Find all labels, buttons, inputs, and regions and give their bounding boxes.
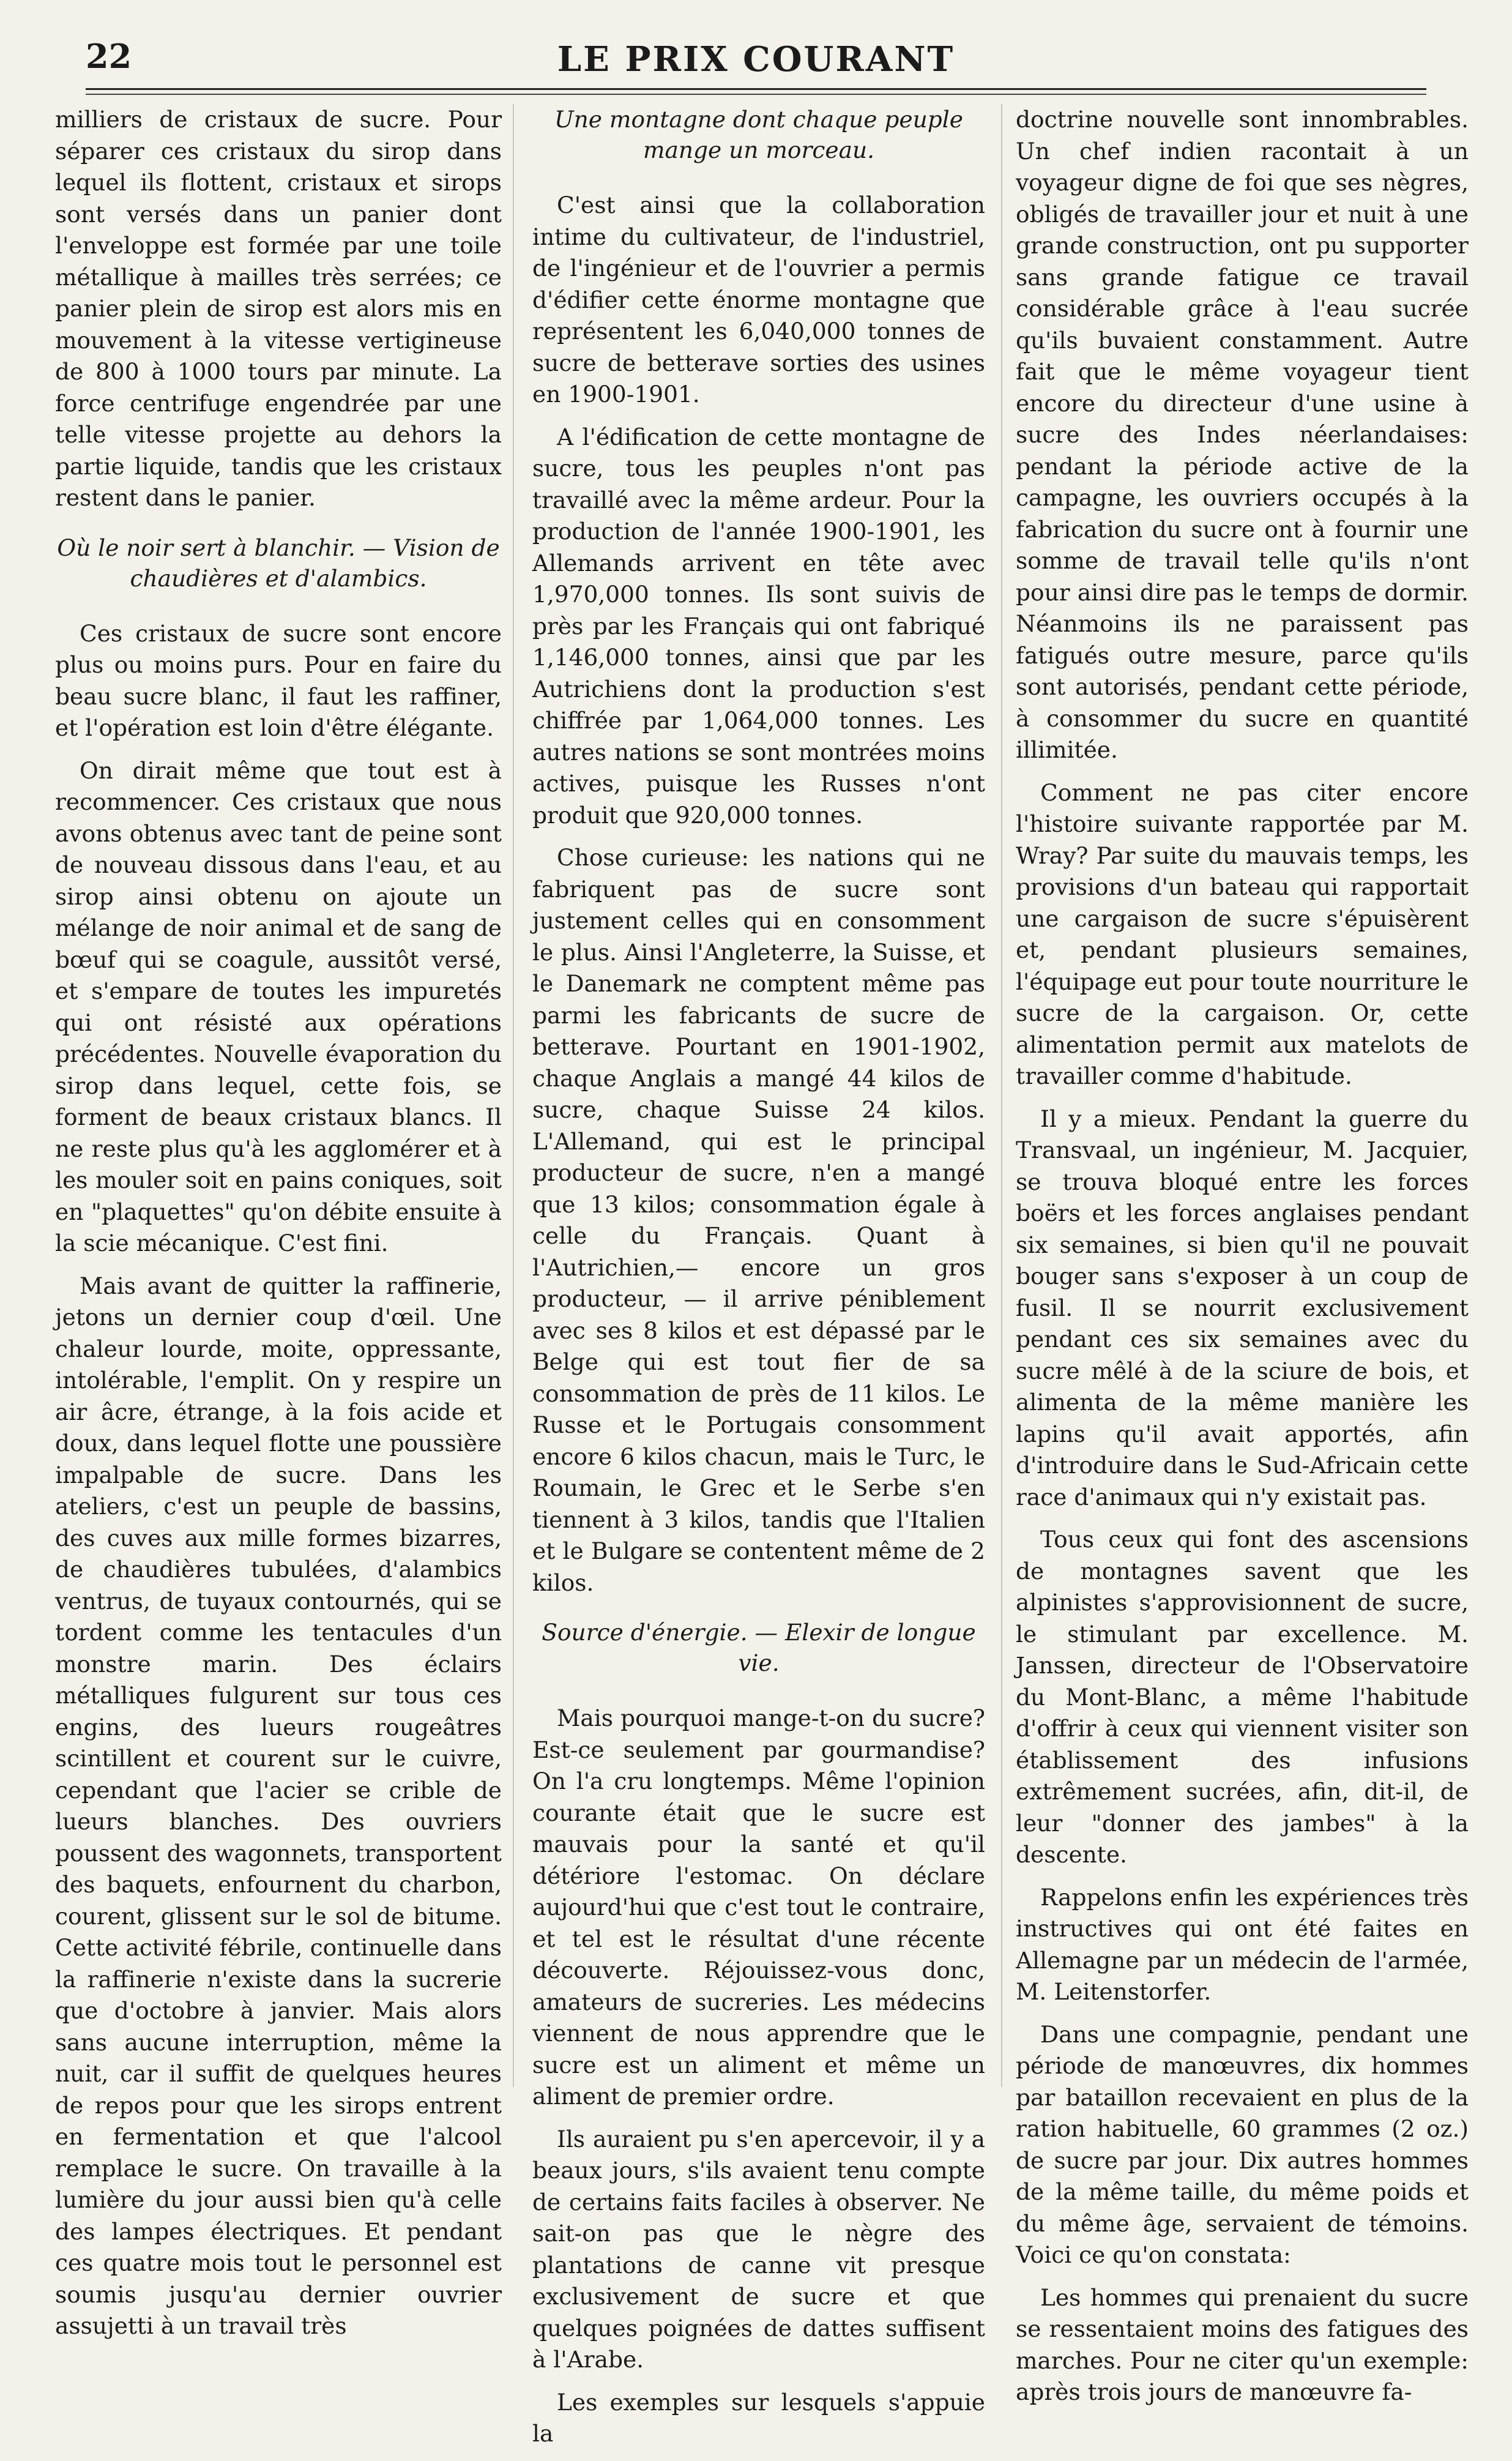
paragraph: Mais avant de quitter la raffinerie, jetons un dernier coup d'œil. Une chaleur lourde, moite, oppressante, intolérable, l'emplit. On y respire un air âcre, étrange, à la fois acide et doux, dans lequel flotte une poussière impalpable de sucre. Dans les ateliers, c'est un peuple de bassins, des cuves aux mille formes bizarres, de chaudières tubulées, d'alambics ventrus, de tuyaux contournés, qui se tordent comme les tentacules d'un monstre marin. Des éclairs métalliques fulgurent sur tous ces engins, des lueurs rougeâtres scintillent et courent sur le cuivre, cependant que l'acier se crible de lueurs blanches. Des ouvriers poussent des wagonnets, transportent des baquets, enfournent du charbon, courent, glissent sur le sol de bitume. Cette activité fébrile, continuelle dans la raffinerie n'existe dans la sucrerie que d'octobre à janvier. Mais alors sans aucune interruption, même la nuit, car il suffit de quelques heures de repos pour que les sirops entrent en fermentation et que l'alcool remplace le sucre. On travaille à la lumière du jour aussi bien qu'à celle des lampes électriques. Et pendant ces quatre mois tout le personnel est soumis jusqu'au dernier ouvrier assujetti à un travail très (55, 1272, 502, 2339)
paragraph: Mais pourquoi mange-t-on du sucre? Est-ce seulement par gourmandise? On l'a cru longtemps. Même l'opinion courante était que le sucre est mauvais pour la santé et qu'il détériore l'estomac. On déclare aujourd'hui que c'est tout le contraire, et tel est le résultat d'une récente découverte. Réjouissez-vous donc, amateurs de sucreries. Les médecins viennent de nous apprendre que le sucre est un aliment et même un aliment de premier ordre. (532, 1705, 985, 2110)
paragraph: C'est ainsi que la collaboration intime du cultivateur, de l'industriel, de l'ingénieur et de l'ouvrier a permis d'édifier cette énorme montagne que représentent les 6,040,000 tonnes de sucre de betterave sorties des usines en 1900-1901. (532, 192, 985, 408)
section-heading: Où le noir sert à blanchir. — Vision de chaudières et d'alambics. (57, 534, 500, 592)
section-heading: Une montagne dont chaque peuple mange un morceau. (554, 106, 963, 163)
column-divider (513, 104, 514, 2087)
page-number: 22 (86, 37, 132, 76)
paragraph: milliers de cristaux de sucre. Pour séparer ces cristaux du sirop dans lequel ils flottent, cristaux et sirops sont versés dans un panier dont l'enveloppe est formée par une toile métallique à mailles très serrées; ce panier plein de sirop est alors mis en mouvement à la vitesse vertigineuse de 800 à 1000 tours par minute. La force centrifuge engendrée par une telle vitesse projette au dehors la partie liquide, tandis que les cristaux restent dans le panier. (55, 106, 502, 511)
paragraph: Tous ceux qui font des ascensions de montagnes savent que les alpinistes s'approvisionnent de sucre, le stimulant par excellence. M. Janssen, directeur de l'Observatoire du Mont-Blanc, a même l'habitude d'offrir à ceux qui viennent visiter son établissement des infusions extrêmement sucrées, afin, dit-il, de leur "donner des jambes" à la descente. (1016, 1526, 1469, 1868)
column-divider (1001, 104, 1002, 2087)
header-rule (86, 88, 1426, 95)
paragraph: Il y a mieux. Pendant la guerre du Transvaal, un ingénieur, M. Jacquier, se trouva bloqué entre les forces boërs et les forces anglaises pendant six semaines, si bien qu'il ne pouvait bouger sans s'exposer à un coup de fusil. Il se nourrit exclusivement pendant ces six semaines avec du sucre mêlé à de la sciure de bois, et alimenta de la même manière les lapins qu'il avait apportés, afin d'introduire dans le Sud-Africain cette race d'animaux qui n'y existait pas. (1016, 1105, 1469, 1511)
paragraph: Les hommes qui prenaient du sucre se ressentaient moins des fatigues des marches. Pour ne citer qu'un exemple: après trois jours de manœuvre fa- (1016, 2284, 1469, 2405)
paragraph: doctrine nouvelle sont innombrables. Un chef indien racontait à un voyageur digne de foi que ses nègres, obligés de travailler jour et nuit à une grande construction, ont pu supporter sans grande fatigue ce travail considérable grâce à l'eau sucrée qu'ils buvaient constamment. Autre fait que le même voyageur tient encore du directeur d'une usine à sucre des Indes néerlandaises: pendant la période active de la campagne, les ouvriers occupés à la fabrication du sucre ont à fournir une somme de travail telle qu'ils n'ont pour ainsi dire pas le temps de dormir. Néanmoins ils ne paraissent pas fatigués outre mesure, parce qu'ils sont autorisés, pendant cette période, à consommer du sucre en quantité illimitée. (1016, 106, 1469, 763)
paragraph: Rappelons enfin les expériences très instructives qui ont été faites en Allemagne par un médecin de l'armée, M. Leitenstorfer. (1016, 1883, 1469, 2005)
paragraph: Comment ne pas citer encore l'histoire suivante rapportée par M. Wray? Par suite du mauvais temps, les provisions d'un bateau qui rapportait une cargaison de sucre s'épuisèrent et, pendant plusieurs semaines, l'équipage eut pour toute nourriture le sucre de la cargaison. Or, cette alimentation permit aux matelots de travailler comme d'habitude. (1016, 779, 1469, 1089)
section-heading: Source d'énergie. — Elexir de longue vie. (542, 1619, 976, 1676)
column-2 (532, 104, 985, 2461)
journal-title: LE PRIX COURANT (557, 39, 955, 80)
column-3 (1016, 104, 1469, 2419)
paragraph: Les exemples sur lesquels s'appuie la (532, 2388, 985, 2447)
column-1 (55, 104, 502, 2353)
page-header (49, 24, 1463, 92)
paragraph: Ces cristaux de sucre sont encore plus ou moins purs. Pour en faire du beau sucre blanc, il faut les raffiner, et l'opération est loin d'être élégante. (55, 619, 502, 741)
paragraph: Dans une compagnie, pendant une période de manœuvres, dix hommes par bataillon recevaient en plus de la ration habituelle, 60 grammes (2 oz.) de sucre par jour. Dix autres hommes de la même taille, du même poids et du même âge, servaient de témoins. Voici ce qu'on constata: (1016, 2020, 1469, 2268)
paragraph: A l'édification de cette montagne de sucre, tous les peuples n'ont pas travaillé avec la même ardeur. Pour la production de l'année 1900-1901, les Allemands arrivent en tête avec 1,970,000 tonnes. Ils sont suivis de près par les Français qui ont fabriqué 1,146,000 tonnes, ainsi que par les Autrichiens dont la production s'est chiffrée par 1,064,000 tonnes. Les autres nations se sont montrées moins actives, puisque les Russes n'ont produit que 920,000 tonnes. (532, 423, 985, 829)
paragraph: Ils auraient pu s'en apercevoir, il y a beaux jours, s'ils avaient tenu compte de certains faits faciles à observer. Ne sait-on pas que le nègre des plantations de canne vit presque exclusivement de sucre et que quelques poignées de dattes suffisent à l'Arabe. (532, 2125, 985, 2373)
paragraph: Chose curieuse: les nations qui ne fabriquent pas de sucre sont justement celles qui en consomment le plus. Ainsi l'Angleterre, la Suisse, et le Danemark ne comptent même pas parmi les fabricants de sucre de betterave. Pourtant en 1901-1902, chaque Anglais a mangé 44 kilos de sucre, chaque Suisse 24 kilos. L'Allemand, qui est le principal producteur de sucre, n'en a mangé que 13 kilos; consommation égale à celle du Français. Quant à l'Autrichien,— encore un gros producteur, — il arrive péniblement avec ses 8 kilos et est dépassé par le Belge qui est tout fier de sa consommation de près de 11 kilos. Le Russe et le Portugais consomment encore 6 kilos chacun, mais le Turc, le Roumain, le Grec et le Serbe s'en tiennent à 3 kilos, tandis que l'Italien et le Bulgare se contentent même de 2 kilos. (532, 844, 985, 1596)
paragraph: On dirait même que tout est à recommencer. Ces cristaux que nous avons obtenus avec tant de peine sont de nouveau dissous dans l'eau, et au sirop ainsi obtenu on ajoute un mélange de noir animal et de sang de bœuf qui se coagule, aussitôt versé, et s'empare de toutes les impuretés qui ont résisté aux opérations précédentes. Nouvelle évaporation du sirop dans lequel, cette fois, se forment de beaux cristaux blancs. Il ne reste plus qu'à les agglomérer et à les mouler soit en pains coniques, soit en "plaquettes" qu'on débite ensuite à la scie mécanique. C'est fini. (55, 756, 502, 1257)
